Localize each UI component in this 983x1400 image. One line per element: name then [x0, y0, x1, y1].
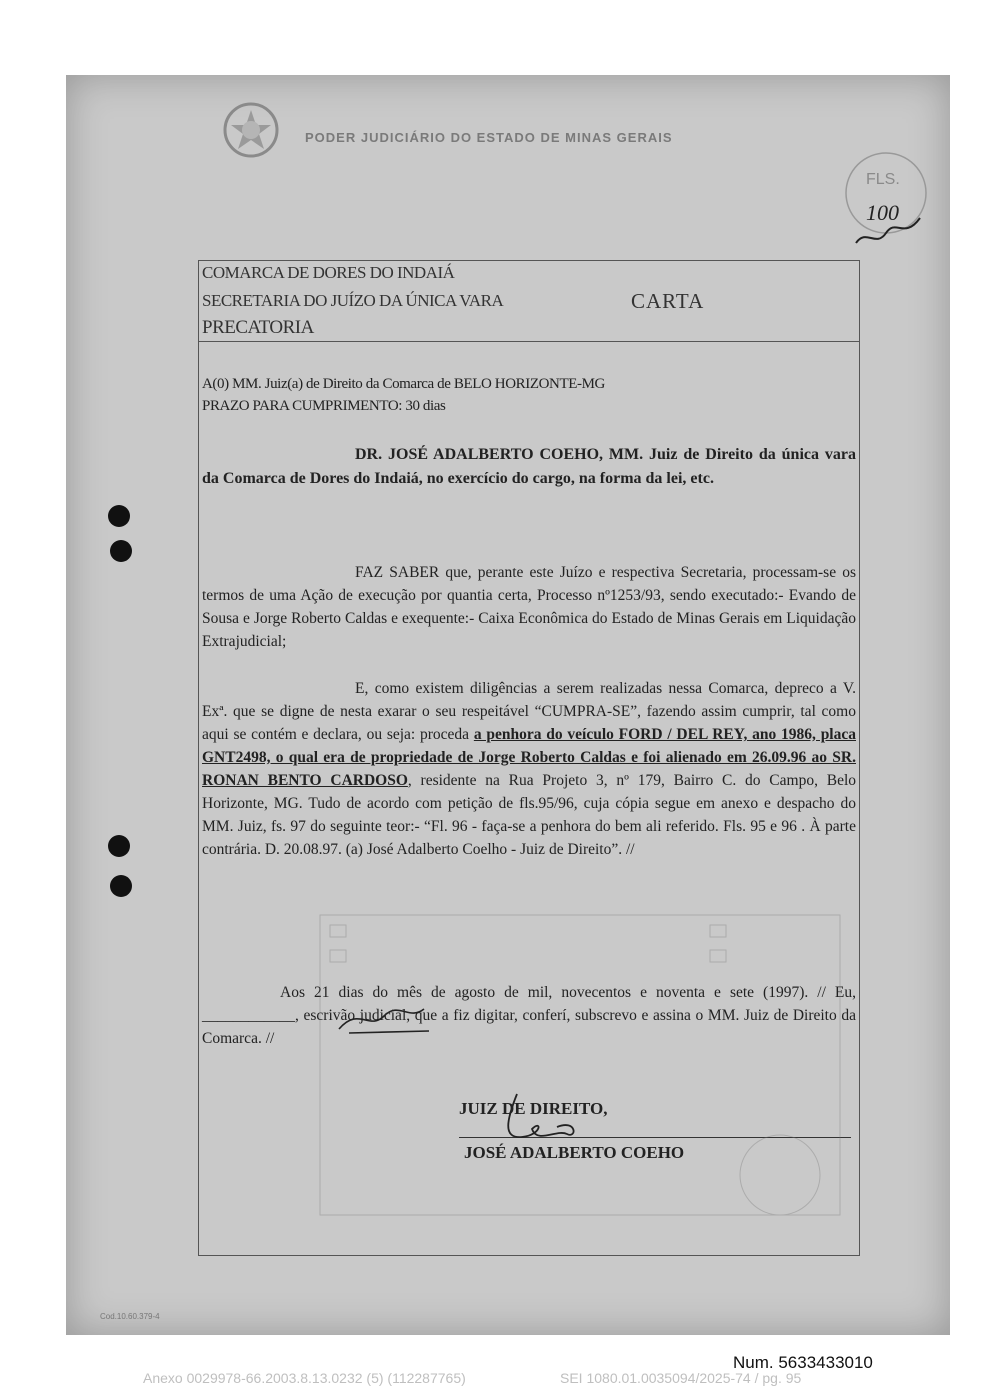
punch-hole: [110, 875, 132, 897]
coat-of-arms-seal: [218, 100, 284, 160]
deadline-line: PRAZO PARA CUMPRIMENTO: 30 dias: [202, 398, 446, 414]
footer-annex: Anexo 0029978-66.2003.8.13.0232 (5) (112287765): [143, 1370, 466, 1386]
judge-name: JOSÉ ADALBERTO COEHO: [464, 1143, 685, 1162]
county-line: COMARCA DE DORES DO INDAIÁ: [202, 263, 455, 282]
stamp-label: FLS.: [866, 171, 900, 188]
para2-start: E, como existem diligências a serem realizadas nessa Comarca, depreco a V. Exª. que se digne de nesta exarar o seu respeitável “CUMPRA-SE”, fazendo assim cumprir, tal como aqui se contém e declara, ou seja: proceda: [202, 680, 856, 743]
document-title: CARTA: [631, 289, 705, 313]
document-type-line: PRECATORIA: [202, 317, 314, 338]
secretariat-line: SECRETARIA DO JUÍZO DA ÚNICA VARA: [202, 291, 504, 310]
punch-hole: [110, 540, 132, 562]
bleed-through-form: [310, 905, 855, 1235]
punch-hole: [108, 835, 130, 857]
addressee-block: [202, 373, 605, 417]
seizure-highlight: a penhora do veículo FORD / DEL REY, ano 1986, placa GNT2498, o qual era de propriedade de Jorge Roberto Caldas e foi alienado em 26.09.96 ao SR. RONAN BENTO CARDOSO: [202, 726, 856, 789]
document-number: Num. 5633433010: [733, 1353, 873, 1372]
signature-title: JUIZ DE DIREITO,: [459, 1099, 608, 1118]
page-number-stamp: [838, 148, 934, 258]
court-header: PODER JUDICIÁRIO DO ESTADO DE MINAS GERAIS: [305, 130, 673, 145]
form-code: Cod.10.60.379-4: [100, 1312, 160, 1321]
punch-hole: [108, 505, 130, 527]
paragraph-faz-saber: FAZ SABER que, perante este Juízo e respectiva Secretaria, processam-se os termos de uma Ação de execução por quantia certa, Processo nº1253/93, sendo executado:- Evando de Sousa e Jorge Roberto Caldas e exequente:- Caixa Econômica do Estado de Minas Gerais em Liquidação Extrajudicial;: [202, 564, 856, 650]
footer-sei: SEI 1080.01.0035094/2025-74 / pg. 95: [560, 1370, 802, 1386]
para2-end: , residente na Rua Projeto 3, nº 179, Bairro C. do Campo, Belo Horizonte, MG. Tudo de acordo com petição de fls.95/96, cuja cópia segue em anexo e despacho do MM. Juiz, fs. 97 do seguinte teor:- “Fl. 96 - faça-se a penhora do bem ali referido. Fls. 95 e 96 . À parte contrária. D. 20.08.97. (a) José Adalberto Coelho - Juiz de Direito”. //: [202, 772, 856, 858]
judge-introduction: DR. JOSÉ ADALBERTO COEHO, MM. Juiz de Direito da única vara da Comarca de Dores do Indaiá, no exercício do cargo, na forma da lei, etc.: [202, 446, 856, 487]
addressee-line: A(0) MM. Juiz(a) de Direito da Comarca de BELO HORIZONTE-MG: [202, 376, 605, 392]
paragraph-deprecation: [202, 677, 856, 861]
stamp-page-number: 100: [866, 200, 899, 225]
document-header: [199, 261, 859, 342]
closing-paragraph: Aos 21 dias do mês de agosto de mil, novecentos e noventa e sete (1997). // Eu, ____________, escrivão judicial, que a fiz digitar, conferí, subscrevo e assina o MM. Juiz de Direito da Comarca. //: [202, 984, 856, 1047]
